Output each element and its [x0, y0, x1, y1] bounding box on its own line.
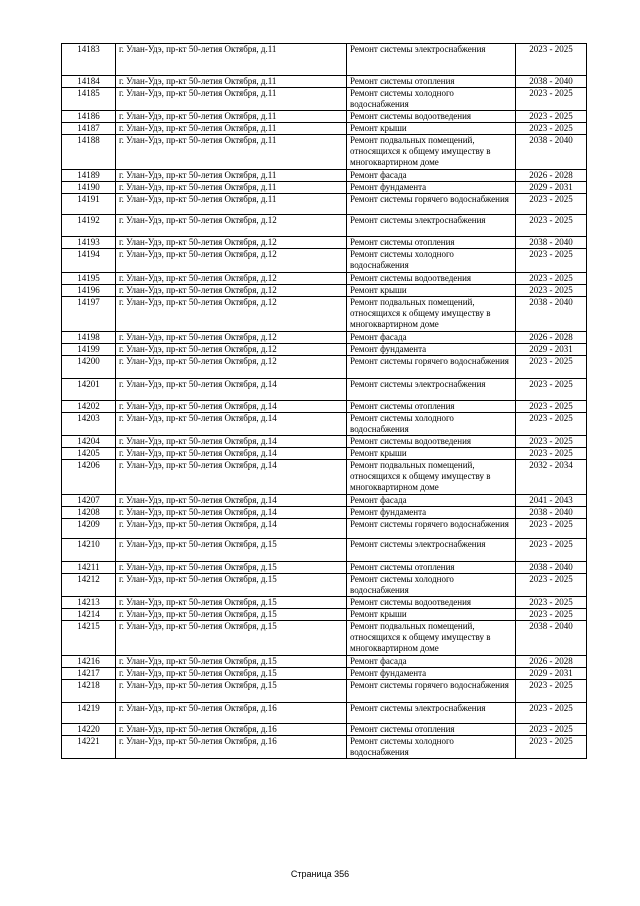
table-row [62, 448, 587, 460]
cell-number: 14183 [62, 44, 116, 76]
cell-work-type: Ремонт фундамента [347, 507, 516, 519]
cell-number: 14206 [62, 460, 116, 495]
cell-period: 2023 - 2025 [516, 249, 587, 273]
cell-address: г. Улан-Удэ, пр-кт 50-летия Октября, д.14 [116, 401, 347, 413]
table-row [62, 597, 587, 609]
cell-work-type: Ремонт системы электроснабжения [347, 215, 516, 237]
cell-work-type: Ремонт системы холодного водоснабжения [347, 88, 516, 111]
cell-number: 14200 [62, 356, 116, 379]
table-row [62, 519, 587, 539]
table-row [62, 297, 587, 332]
cell-number: 14210 [62, 539, 116, 562]
cell-work-type: Ремонт фундамента [347, 344, 516, 356]
table-row [62, 182, 587, 194]
table-row [62, 344, 587, 356]
cell-address: г. Улан-Удэ, пр-кт 50-летия Октября, д.11 [116, 44, 347, 76]
table-row [62, 273, 587, 285]
cell-period: 2026 - 2028 [516, 170, 587, 182]
cell-work-type: Ремонт фундамента [347, 668, 516, 680]
table-row [62, 123, 587, 135]
page-number: Страница 356 [290, 869, 350, 879]
cell-period: 2029 - 2031 [516, 344, 587, 356]
cell-address: г. Улан-Удэ, пр-кт 50-летия Октября, д.15 [116, 621, 347, 656]
cell-work-type: Ремонт системы отопления [347, 724, 516, 736]
table-row [62, 703, 587, 724]
cell-period: 2023 - 2025 [516, 680, 587, 703]
cell-period: 2023 - 2025 [516, 448, 587, 460]
cell-period: 2023 - 2025 [516, 413, 587, 436]
cell-number: 14202 [62, 401, 116, 413]
cell-number: 14204 [62, 436, 116, 448]
cell-address: г. Улан-Удэ, пр-кт 50-летия Октября, д.16 [116, 724, 347, 736]
cell-work-type: Ремонт системы отопления [347, 562, 516, 574]
cell-address: г. Улан-Удэ, пр-кт 50-летия Октября, д.16 [116, 703, 347, 724]
table-row [62, 413, 587, 436]
cell-address: г. Улан-Удэ, пр-кт 50-летия Октября, д.15 [116, 680, 347, 703]
table-row [62, 574, 587, 597]
cell-work-type: Ремонт крыши [347, 609, 516, 621]
table-row [62, 249, 587, 273]
cell-number: 14207 [62, 495, 116, 507]
cell-address: г. Улан-Удэ, пр-кт 50-летия Октября, д.14 [116, 495, 347, 507]
table-row [62, 724, 587, 736]
cell-address: г. Улан-Удэ, пр-кт 50-летия Октября, д.15 [116, 574, 347, 597]
cell-address: г. Улан-Удэ, пр-кт 50-летия Октября, д.15 [116, 597, 347, 609]
table-row [62, 88, 587, 111]
cell-work-type: Ремонт фасада [347, 656, 516, 668]
table-row [62, 736, 587, 759]
cell-period: 2038 - 2040 [516, 297, 587, 332]
cell-work-type: Ремонт фундамента [347, 182, 516, 194]
cell-address: г. Улан-Удэ, пр-кт 50-летия Октября, д.11 [116, 111, 347, 123]
cell-number: 14201 [62, 379, 116, 401]
cell-address: г. Улан-Удэ, пр-кт 50-летия Октября, д.12 [116, 249, 347, 273]
cell-period: 2023 - 2025 [516, 736, 587, 759]
cell-address: г. Улан-Удэ, пр-кт 50-летия Октября, д.12 [116, 273, 347, 285]
cell-period: 2023 - 2025 [516, 111, 587, 123]
cell-address: г. Улан-Удэ, пр-кт 50-летия Октября, д.12 [116, 332, 347, 344]
cell-number: 14187 [62, 123, 116, 135]
cell-address: г. Улан-Удэ, пр-кт 50-летия Октября, д.15 [116, 668, 347, 680]
cell-number: 14196 [62, 285, 116, 297]
cell-period: 2023 - 2025 [516, 215, 587, 237]
cell-address: г. Улан-Удэ, пр-кт 50-летия Октября, д.11 [116, 182, 347, 194]
cell-number: 14212 [62, 574, 116, 597]
cell-work-type: Ремонт системы отопления [347, 401, 516, 413]
cell-period: 2032 - 2034 [516, 460, 587, 495]
table-row [62, 609, 587, 621]
cell-work-type: Ремонт системы горячего водоснабжения [347, 356, 516, 379]
table-row [62, 76, 587, 88]
cell-period: 2023 - 2025 [516, 597, 587, 609]
cell-address: г. Улан-Удэ, пр-кт 50-летия Октября, д.14 [116, 379, 347, 401]
cell-address: г. Улан-Удэ, пр-кт 50-летия Октября, д.12 [116, 297, 347, 332]
cell-period: 2023 - 2025 [516, 88, 587, 111]
cell-work-type: Ремонт подвальных помещений, относящихся к общему имуществу в многоквартирном доме [347, 621, 516, 656]
cell-period: 2023 - 2025 [516, 539, 587, 562]
cell-number: 14220 [62, 724, 116, 736]
works-table [61, 43, 587, 759]
cell-work-type: Ремонт системы холодного водоснабжения [347, 413, 516, 436]
cell-work-type: Ремонт подвальных помещений, относящихся к общему имуществу в многоквартирном доме [347, 460, 516, 495]
table-body [62, 44, 587, 759]
table-row [62, 436, 587, 448]
table-row [62, 562, 587, 574]
cell-work-type: Ремонт крыши [347, 448, 516, 460]
cell-number: 14215 [62, 621, 116, 656]
cell-work-type: Ремонт системы холодного водоснабжения [347, 574, 516, 597]
cell-work-type: Ремонт системы электроснабжения [347, 379, 516, 401]
cell-period: 2023 - 2025 [516, 285, 587, 297]
table-row [62, 285, 587, 297]
cell-work-type: Ремонт крыши [347, 123, 516, 135]
cell-period: 2023 - 2025 [516, 724, 587, 736]
cell-number: 14186 [62, 111, 116, 123]
cell-period: 2023 - 2025 [516, 194, 587, 215]
cell-number: 14184 [62, 76, 116, 88]
cell-period: 2038 - 2040 [516, 135, 587, 170]
cell-address: г. Улан-Удэ, пр-кт 50-летия Октября, д.14 [116, 413, 347, 436]
cell-address: г. Улан-Удэ, пр-кт 50-летия Октября, д.12 [116, 344, 347, 356]
cell-number: 14185 [62, 88, 116, 111]
cell-address: г. Улан-Удэ, пр-кт 50-летия Октября, д.12 [116, 215, 347, 237]
cell-work-type: Ремонт фасада [347, 495, 516, 507]
cell-number: 14188 [62, 135, 116, 170]
cell-period: 2023 - 2025 [516, 401, 587, 413]
cell-number: 14198 [62, 332, 116, 344]
cell-work-type: Ремонт системы водоотведения [347, 273, 516, 285]
cell-period: 2023 - 2025 [516, 379, 587, 401]
cell-work-type: Ремонт подвальных помещений, относящихся к общему имуществу в многоквартирном доме [347, 135, 516, 170]
table-row [62, 495, 587, 507]
table-row [62, 460, 587, 495]
cell-address: г. Улан-Удэ, пр-кт 50-летия Октября, д.16 [116, 736, 347, 759]
cell-number: 14197 [62, 297, 116, 332]
cell-address: г. Улан-Удэ, пр-кт 50-летия Октября, д.15 [116, 562, 347, 574]
cell-work-type: Ремонт системы водоотведения [347, 111, 516, 123]
cell-number: 14199 [62, 344, 116, 356]
cell-work-type: Ремонт системы горячего водоснабжения [347, 194, 516, 215]
cell-work-type: Ремонт системы горячего водоснабжения [347, 519, 516, 539]
table-row [62, 379, 587, 401]
cell-work-type: Ремонт фасада [347, 332, 516, 344]
table-row [62, 656, 587, 668]
cell-work-type: Ремонт системы электроснабжения [347, 44, 516, 76]
cell-address: г. Улан-Удэ, пр-кт 50-летия Октября, д.11 [116, 135, 347, 170]
cell-period: 2023 - 2025 [516, 609, 587, 621]
cell-address: г. Улан-Удэ, пр-кт 50-летия Октября, д.14 [116, 436, 347, 448]
cell-number: 14221 [62, 736, 116, 759]
cell-work-type: Ремонт системы электроснабжения [347, 703, 516, 724]
cell-number: 14189 [62, 170, 116, 182]
cell-work-type: Ремонт системы водоотведения [347, 436, 516, 448]
cell-work-type: Ремонт системы водоотведения [347, 597, 516, 609]
cell-address: г. Улан-Удэ, пр-кт 50-летия Октября, д.15 [116, 656, 347, 668]
cell-number: 14208 [62, 507, 116, 519]
cell-address: г. Улан-Удэ, пр-кт 50-летия Октября, д.11 [116, 76, 347, 88]
cell-work-type: Ремонт системы холодного водоснабжения [347, 249, 516, 273]
cell-address: г. Улан-Удэ, пр-кт 50-летия Октября, д.12 [116, 285, 347, 297]
cell-address: г. Улан-Удэ, пр-кт 50-летия Октября, д.14 [116, 460, 347, 495]
cell-number: 14192 [62, 215, 116, 237]
cell-period: 2041 - 2043 [516, 495, 587, 507]
cell-period: 2038 - 2040 [516, 562, 587, 574]
cell-number: 14190 [62, 182, 116, 194]
cell-period: 2029 - 2031 [516, 668, 587, 680]
table-row [62, 539, 587, 562]
table-row [62, 356, 587, 379]
cell-number: 14194 [62, 249, 116, 273]
cell-address: г. Улан-Удэ, пр-кт 50-летия Октября, д.11 [116, 194, 347, 215]
cell-number: 14193 [62, 237, 116, 249]
cell-number: 14191 [62, 194, 116, 215]
cell-address: г. Улан-Удэ, пр-кт 50-летия Октября, д.14 [116, 448, 347, 460]
cell-period: 2023 - 2025 [516, 356, 587, 379]
cell-work-type: Ремонт крыши [347, 285, 516, 297]
cell-address: г. Улан-Удэ, пр-кт 50-летия Октября, д.11 [116, 88, 347, 111]
table-row [62, 111, 587, 123]
cell-address: г. Улан-Удэ, пр-кт 50-летия Октября, д.14 [116, 519, 347, 539]
cell-number: 14218 [62, 680, 116, 703]
cell-period: 2038 - 2040 [516, 507, 587, 519]
cell-period: 2026 - 2028 [516, 656, 587, 668]
cell-address: г. Улан-Удэ, пр-кт 50-летия Октября, д.15 [116, 539, 347, 562]
cell-period: 2023 - 2025 [516, 273, 587, 285]
cell-address: г. Улан-Удэ, пр-кт 50-летия Октября, д.12 [116, 356, 347, 379]
cell-address: г. Улан-Удэ, пр-кт 50-летия Октября, д.15 [116, 609, 347, 621]
table-row [62, 194, 587, 215]
cell-number: 14213 [62, 597, 116, 609]
cell-period: 2038 - 2040 [516, 621, 587, 656]
table-row [62, 680, 587, 703]
cell-period: 2023 - 2025 [516, 123, 587, 135]
cell-period: 2038 - 2040 [516, 237, 587, 249]
table-row [62, 621, 587, 656]
table-row [62, 44, 587, 76]
cell-address: г. Улан-Удэ, пр-кт 50-летия Октября, д.11 [116, 123, 347, 135]
cell-work-type: Ремонт системы горячего водоснабжения [347, 680, 516, 703]
cell-number: 14216 [62, 656, 116, 668]
table-row [62, 237, 587, 249]
cell-period: 2023 - 2025 [516, 574, 587, 597]
table-row [62, 135, 587, 170]
table-row [62, 507, 587, 519]
table-row [62, 332, 587, 344]
table-row [62, 401, 587, 413]
table-row [62, 170, 587, 182]
cell-number: 14214 [62, 609, 116, 621]
cell-period: 2029 - 2031 [516, 182, 587, 194]
cell-work-type: Ремонт системы электроснабжения [347, 539, 516, 562]
cell-address: г. Улан-Удэ, пр-кт 50-летия Октября, д.11 [116, 170, 347, 182]
cell-address: г. Улан-Удэ, пр-кт 50-летия Октября, д.14 [116, 507, 347, 519]
cell-period: 2026 - 2028 [516, 332, 587, 344]
cell-work-type: Ремонт системы отопления [347, 76, 516, 88]
table-row [62, 668, 587, 680]
cell-work-type: Ремонт фасада [347, 170, 516, 182]
cell-period: 2023 - 2025 [516, 44, 587, 76]
cell-period: 2023 - 2025 [516, 436, 587, 448]
cell-work-type: Ремонт системы отопления [347, 237, 516, 249]
cell-number: 14211 [62, 562, 116, 574]
cell-number: 14205 [62, 448, 116, 460]
cell-number: 14219 [62, 703, 116, 724]
cell-period: 2038 - 2040 [516, 76, 587, 88]
cell-address: г. Улан-Удэ, пр-кт 50-летия Октября, д.12 [116, 237, 347, 249]
cell-period: 2023 - 2025 [516, 519, 587, 539]
cell-work-type: Ремонт подвальных помещений, относящихся к общему имуществу в многоквартирном доме [347, 297, 516, 332]
cell-work-type: Ремонт системы холодного водоснабжения [347, 736, 516, 759]
cell-number: 14209 [62, 519, 116, 539]
cell-number: 14203 [62, 413, 116, 436]
cell-number: 14195 [62, 273, 116, 285]
cell-period: 2023 - 2025 [516, 703, 587, 724]
table-row [62, 215, 587, 237]
cell-number: 14217 [62, 668, 116, 680]
